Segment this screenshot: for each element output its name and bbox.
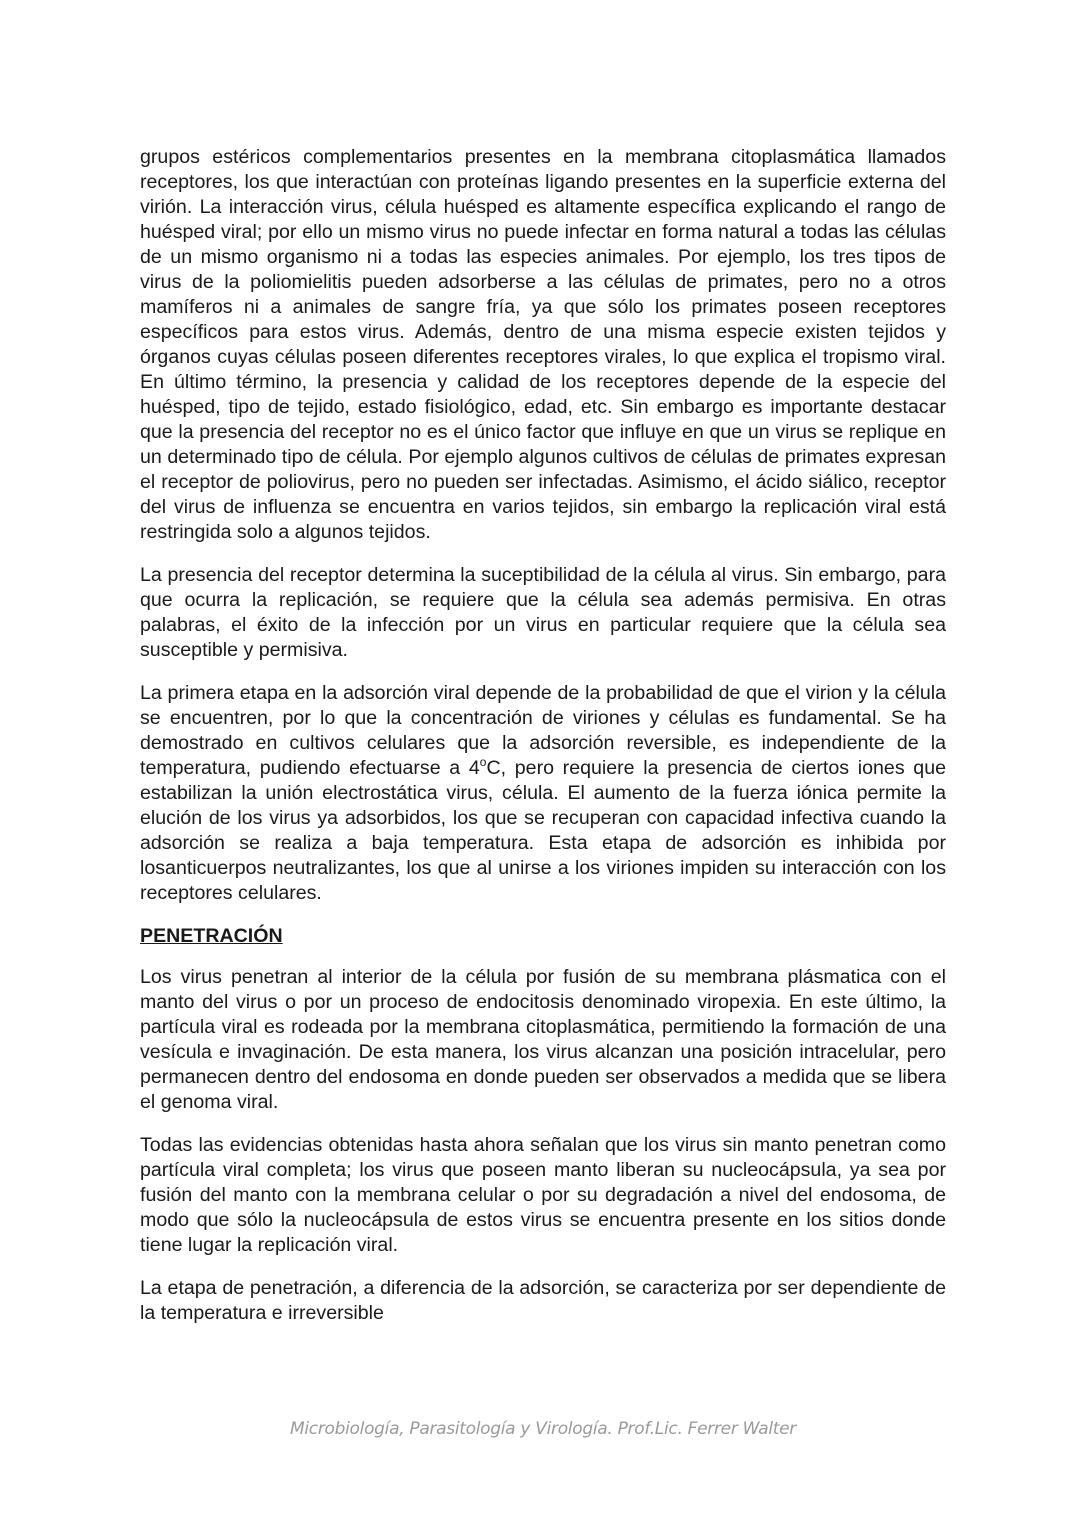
paragraph-receptors: grupos estéricos complementarios presentes en la membrana citoplasmática llamados receptores, los que interactúan con proteínas ligando presentes en la superficie externa del virión. La interacción virus, célula huésped es altamente específica explicando el rango de huésped viral; por ello un mismo virus no puede infectar en forma natural a todas las células de un mismo organismo ni a todas las especies animales. Por ejemplo, los tres tipos de virus de la poliomielitis pueden adsorberse a las células de primates, pero no a otros mamíferos ni a animales de sangre fría, ya que sólo los primates poseen receptores específicos para estos virus. Además, dentro de una misma especie existen tejidos y órganos cuyas células poseen diferentes receptores virales, lo que explica el tropismo viral. En último término, la presencia y calidad de los receptores depende de la especie del huésped, tipo de tejido, estado fisiológico, edad, etc. Sin embargo es importante destacar que la presencia del receptor no es el único factor que influye en que un virus se replique en un determinado tipo de célula. Por ejemplo algunos cultivos de células de primates expresan el receptor de poliovirus, pero no pueden ser infectadas. Asimismo, el ácido siálico, receptor del virus de influenza se encuentra en varios tejidos, sin embargo la replicación viral está restringida solo a algunos tejidos. xyxy=(140,146,946,543)
paragraph-penetration-evidence: Todas las evidencias obtenidas hasta ahora señalan que los virus sin manto penetran como partícula viral completa; los virus que poseen manto liberan su nucleocápsula, ya sea por fusión del manto con la membrana celular o por su degradación a nivel del endosoma, de modo que sólo la nucleocápsula de estos virus se encuentra presente en los sitios donde tiene lugar la replicación viral. xyxy=(140,1134,946,1256)
adsorption-text-start: La primera etapa en la adsorción viral depende de la probabilidad de que el virion y la célula se encuentren, por lo que la concentración de viriones y células es fundamental. Se ha demostrado en cultivos celulares que la adsorción reversible, es independiente de la temperatura, pudiendo efectuarse a 4 xyxy=(140,682,946,779)
paragraph-penetration-mechanism: Los virus penetran al interior de la célula por fusión de su membrana plásmatica con el manto del virus o por un proceso de endocitosis denominado viropexia. En este último, la partícula viral es rodeada por la membrana citoplasmática, permitiendo la formación de una vesícula e invaginación. De esta manera, los virus alcanzan una posición intracelular, pero permanecen dentro del endosoma en donde pueden ser observados a medida que se libera el genoma viral. xyxy=(140,966,946,1113)
section-heading-penetracion: PENETRACIÓN xyxy=(140,925,283,947)
paragraph-adsorption xyxy=(140,681,946,906)
paragraph-susceptibility: La presencia del receptor determina la suceptibilidad de la célula al virus. Sin embargo, para que ocurra la replicación, se requiere que la célula sea además permisiva. En otras palabras, el éxito de la infección por un virus en particular requiere que la célula sea susceptible y permisiva. xyxy=(140,564,946,661)
footer-text: Microbiología, Parasitología y Virología. Prof.Lic. Ferrer Walter xyxy=(290,1419,796,1439)
paragraph-penetration-temperature: La etapa de penetración, a diferencia de la adsorción, se caracteriza por ser dependiente de la temperatura e irreversible xyxy=(140,1277,946,1324)
adsorption-text-end: C, pero requiere la presencia de ciertos iones que estabilizan la unión electrostática virus, célula. El aumento de la fuerza iónica permite la elución de los virus ya adsorbidos, los que se recuperan con capacidad infectiva cuando la adsorción se realiza a baja temperatura. Esta etapa de adsorción es inhibida por losanticuerpos neutralizantes, los que al unirse a los viriones impiden su interacción con los receptores celulares. xyxy=(140,757,946,904)
document-body xyxy=(140,145,946,1344)
degree-mark: o xyxy=(479,755,487,769)
page-footer xyxy=(0,1419,1080,1439)
